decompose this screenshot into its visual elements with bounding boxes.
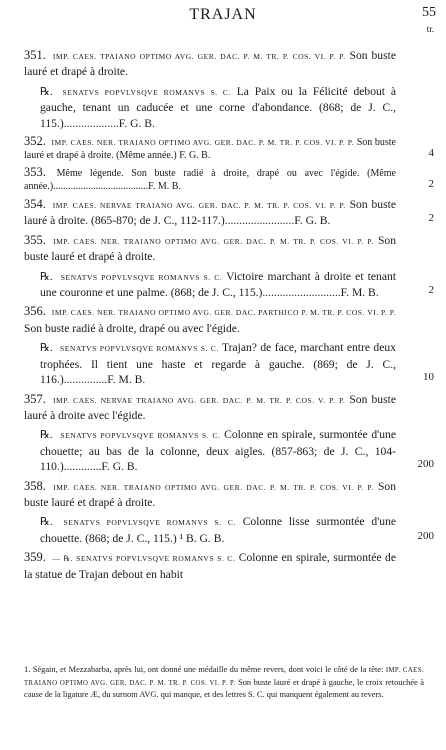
coin-entry xyxy=(24,392,396,424)
entry-number: 359. xyxy=(24,550,46,565)
coin-legend: — ℞. SENATVS POPVLVSQVE ROMANVS S. C. xyxy=(52,554,236,564)
coin-description: Son buste lauré à droite. (865-870; de J. C., 112-117.)........................F. G. B. xyxy=(24,198,396,228)
quantity: 2 xyxy=(428,284,434,297)
footnote xyxy=(24,664,424,701)
coin-description: Même légende. Son buste radié à droite, drapé ou avec l'égide. (Même année.)......................................F. M. B. xyxy=(24,168,396,193)
coin-entry xyxy=(24,48,396,80)
coin-entry xyxy=(24,197,434,229)
reverse-entry xyxy=(24,340,434,387)
coin-legend: SENATVS POPVLVSQVE ROMANVS S. C. xyxy=(62,87,231,97)
reverse-symbol: ℞. xyxy=(40,270,53,283)
entry-number: 356. xyxy=(24,304,46,319)
coin-description: Colonne lisse surmontée d'une chouette. (868; de J. C., 115.) ¹ B. G. B. xyxy=(40,515,397,545)
coin-legend: IMP. CAES. NER. TRAIANO OPTIMO AVG. GER. DAC. P. M. TR. P. COS. VI. P. P. xyxy=(53,482,374,492)
reverse-entry xyxy=(24,84,396,131)
running-title: TRAJAN xyxy=(189,6,257,23)
entry-number: 352. xyxy=(24,134,46,149)
coin-description: Trajan? de face, marchant entre deux trophées. Il tient une haste et regarde à gauche. (869; de J. C., 116.)...............F. M. B. xyxy=(40,341,396,387)
coin-description: Colonne en spirale, surmontée de la statue de Trajan debout en habit xyxy=(24,551,396,581)
entry-number: 351. xyxy=(24,48,46,62)
catalogue-body xyxy=(24,48,434,586)
entry-number: 355. xyxy=(24,232,46,247)
entry-number: 357. xyxy=(24,391,46,406)
quantity: 10 xyxy=(423,371,434,384)
coin-entry xyxy=(24,233,396,265)
coin-legend: IMP. CAES. NER. TRAIANO OPTIMO AVG. GER. DAC. PARTHICO P. M. TR. P. COS. VI. P. P. xyxy=(51,308,396,318)
reverse-entry xyxy=(24,427,434,474)
coin-legend: IMP. CAES. NERVAE TRAIANO AVG. GER. DAC. P. M. TR. P. COS. V. P. P. xyxy=(52,395,346,405)
coin-legend: IMP. CAES. TPAIANO OPTIMO AVG. GER. DAC. P. M. TR. P. COS. VI. P. P. xyxy=(52,52,346,61)
coin-description: Son buste radié à droite, drapé ou avec l'égide. xyxy=(24,321,240,335)
coin-description: La Paix ou la Félicité debout à gauche, tenant un caducée et une corne d'abondance. (868; de J. C., 115.)...................F. G. B. xyxy=(40,84,396,130)
coin-legend: SENATVS POPVLVSQVE ROMANVS S. C. xyxy=(60,344,219,354)
coin-description: Colonne en spirale, surmontée d'une chouette; au bas de la colonne, deux aigles. (857-863; de J. C., 104-110.).............F. G. B. xyxy=(40,428,396,474)
coin-entry xyxy=(24,550,396,582)
coin-entry xyxy=(24,304,396,336)
entry-number: 358. xyxy=(24,478,46,493)
coin-description: Son buste lauré à droite avec l'égide. xyxy=(24,392,396,422)
coin-entry xyxy=(24,134,434,162)
coin-entry xyxy=(24,165,434,193)
signature-mark: tr. xyxy=(426,24,434,34)
coin-entry xyxy=(24,479,396,511)
coin-legend: SENATVS POPVLVSQVE ROMANVS S. C. xyxy=(60,431,221,441)
reverse-entry xyxy=(24,269,434,301)
quantity: 2 xyxy=(428,212,434,225)
reverse-symbol: ℞. xyxy=(40,429,53,442)
coin-legend: IMP. CAES. NER. TRAIANO OPTIMO AVG. GER. DAC. P. M. TR. P. COS. VI. P. P. xyxy=(53,236,374,246)
reverse-symbol: ℞. xyxy=(40,516,53,529)
coin-description: Son buste lauré et drapé à droite. xyxy=(24,233,396,264)
footnote-body: Son buste lauré et drapé à gauche, le croix retouchée à cause de la ligature Æ, du surnom AVG. qui manque, et des lettres S. C. qui manquent également au revers. xyxy=(24,677,425,699)
reverse-symbol: ℞. xyxy=(40,85,53,98)
coin-description: Son buste lauré et drapé à droite. xyxy=(24,479,396,509)
coin-legend: SENATVS POPVLVSQVE ROMANVS S. C. xyxy=(63,518,236,528)
coin-description: Son buste lauré et drapé à droite. (Même année.) F. G. B. xyxy=(24,137,396,162)
coin-legend: IMP. CAES. NER. TRAIANO OPTIMO AVG. GER. DAC. P. M. TR. P. COS. VI. P. P. xyxy=(51,138,355,148)
footnote-intro: 1. Ségain, et Mezzabarba, après lui, ont donné une médaille du même revers, dont voici le côté de la tête: xyxy=(24,665,384,674)
quantity: 200 xyxy=(417,529,434,542)
entry-number: 354. xyxy=(24,197,46,212)
coin-description: Son buste lauré et drapé à droite. xyxy=(24,49,396,79)
coin-legend: IMP. CAES. NERVAE TRAIANO AVG. GER. DAC. P. M. TR. P. COS. VI. P. P. xyxy=(52,201,346,211)
quantity: 2 xyxy=(428,178,434,191)
footnote-legend: IMP. CAES. TRAIANO OPTIMO AVG. GER. DAC. P. M. TR. P. COS. VI. P. P. xyxy=(24,667,424,687)
coin-description: Victoire marchant à droite et tenant une couronne et une palme. (868; de J. C., 115.)...........................F. M. B. xyxy=(40,269,396,300)
reverse-symbol: ℞. xyxy=(40,342,53,355)
page-number: 55 xyxy=(422,5,436,20)
reverse-entry xyxy=(24,514,434,546)
coin-legend: SENATVS POPVLVSQVE ROMANVS S. C. xyxy=(60,272,223,282)
entry-number: 353. xyxy=(24,165,46,180)
quantity: 4 xyxy=(428,147,434,160)
quantity: 200 xyxy=(417,458,434,471)
